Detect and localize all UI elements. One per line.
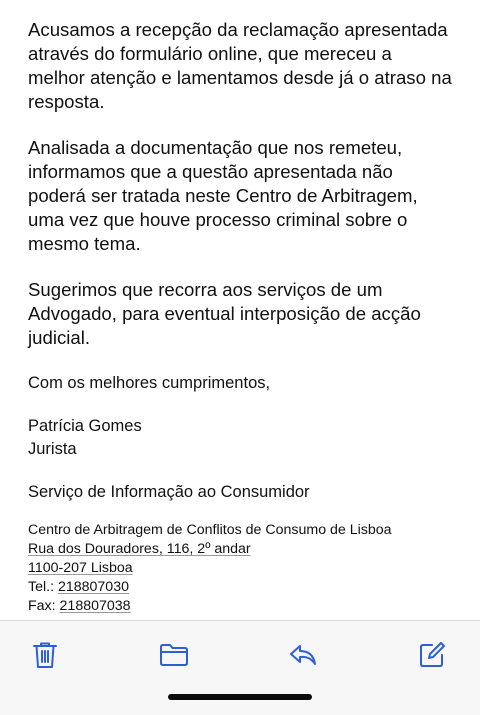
address-postal-link[interactable]: 1100-207 Lisboa [28, 560, 133, 576]
paragraph-line: Advogado, para eventual interposição de acção [28, 303, 421, 324]
bottom-toolbar [0, 620, 480, 715]
fax-label: Fax: [28, 598, 60, 614]
email-signature [28, 415, 458, 461]
address-street-link[interactable]: Rua dos Douradores, 116, 2º andar [28, 541, 251, 557]
paragraph-line: Analisada a documentação que nos remeteu, [28, 137, 403, 158]
trash-button[interactable] [27, 637, 63, 673]
paragraph-line: resposta. [28, 91, 105, 112]
paragraph-line: melhor atenção e lamentamos desde já o atraso na [28, 67, 452, 88]
paragraph-line: Sugerimos que recorra aos serviços de um [28, 279, 383, 300]
compose-icon [418, 641, 446, 669]
tel-label: Tel.: [28, 579, 58, 595]
folder-icon [159, 643, 189, 667]
move-folder-button[interactable] [156, 637, 192, 673]
fax-link[interactable]: 218807038 [59, 598, 131, 614]
paragraph-line: poderá ser tratada neste Centro de Arbitragem, [28, 185, 418, 206]
service-name: Serviço de Informação ao Consumidor [28, 483, 310, 501]
email-paragraph-1 [28, 18, 458, 114]
address-block [28, 521, 458, 616]
paragraph-line: judicial. [28, 327, 91, 348]
tel-row [28, 578, 458, 597]
closing-text: Com os melhores cumprimentos, [28, 374, 271, 392]
compose-button[interactable] [414, 637, 450, 673]
reply-icon [288, 643, 318, 667]
email-closing [28, 372, 458, 395]
email-paragraph-2 [28, 136, 458, 256]
paragraph-line: Acusamos a recepção da reclamação apresentada [28, 19, 448, 40]
paragraph-line: mesmo tema. [28, 233, 141, 254]
email-paragraph-3 [28, 278, 458, 350]
email-body [28, 18, 458, 616]
signature-name: Patrícia Gomes [28, 417, 142, 435]
paragraph-line: informamos que a questão apresentada não [28, 161, 393, 182]
fax-row [28, 597, 458, 616]
home-indicator[interactable] [168, 694, 312, 700]
tel-link[interactable]: 218807030 [57, 579, 129, 595]
paragraph-line: através do formulário online, que mereceu a [28, 43, 392, 64]
reply-button[interactable] [285, 637, 321, 673]
trash-icon [32, 641, 58, 669]
paragraph-line: uma vez que houve processo criminal sobre o [28, 209, 408, 230]
signature-title: Jurista [28, 440, 77, 458]
address-org: Centro de Arbitragem de Conflitos de Consumo de Lisboa [28, 522, 392, 538]
